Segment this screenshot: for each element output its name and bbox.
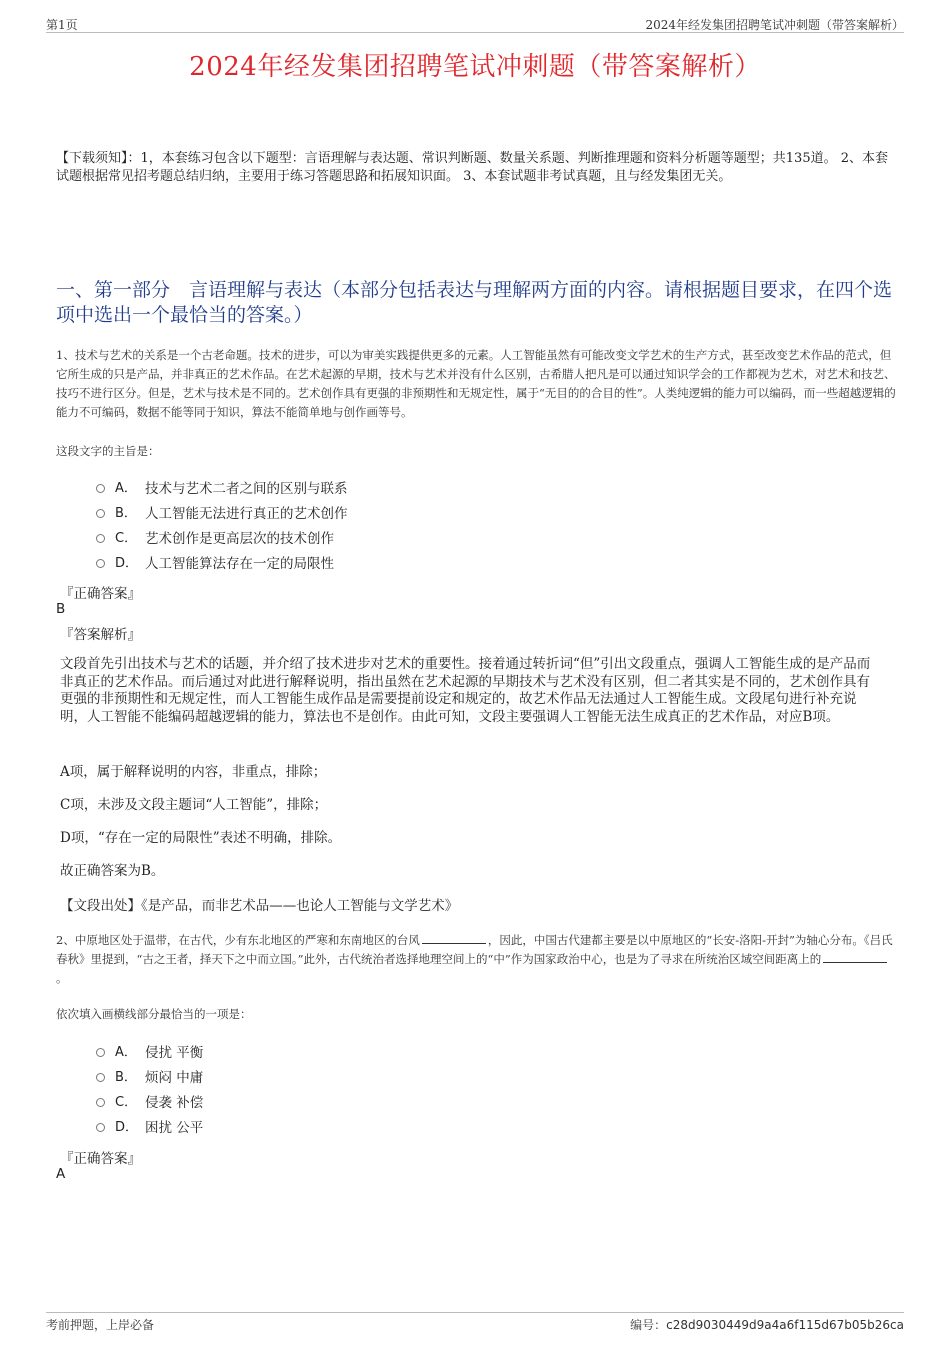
question-2-options (96, 1038, 516, 1138)
question-2-option-d[interactable]: D． 困扰 公平 (96, 1113, 516, 1138)
question-1-conclusion: 故正确答案为B。 (60, 863, 165, 879)
footer-code: 编号：c28d9030449d9a4a6f115d67b05b26ca (630, 1318, 904, 1332)
question-1-answer-label: 『正确答案』 (60, 586, 141, 602)
footer-slogan: 考前押题，上岸必备 (46, 1318, 155, 1332)
question-1-analysis: 文段首先引出技术与艺术的话题，并介绍了技术进步对艺术的重要性。接着通过转折词“但”引出文段重点，强调人工智能生成的是产品而非真正的艺术作品。而后通过对此进行解释说明，指出虽然在艺术起源的早期技术与艺术没有区别，但二者其实是不同的，艺术创作具有更强的非预期性和无规定性，而人工智能生成作品是需要提前设定和规定的，故艺术作品无法通过人工智能生成。文段尾句进行补充说明，人工智能不能编码超越逻辑的能力，算法也不是创作。由此可知，文段主要强调人工智能无法生成真正的艺术作品，对应B项。 (60, 656, 871, 725)
document-title: 2024年经发集团招聘笔试冲刺题（带答案解析） (189, 52, 761, 82)
answer-blank-1 (422, 932, 486, 944)
question-1-source: 【文段出处】《是产品，而非艺术品——也论人工智能与文学艺术》 (60, 898, 459, 914)
question-1-prompt: 这段文字的主旨是： (56, 444, 160, 458)
question-1-analysis-a: A项，属于解释说明的内容，非重点，排除； (60, 764, 327, 780)
page-header (46, 14, 904, 33)
question-1-option-a[interactable]: A． 技术与艺术二者之间的区别与联系 (96, 474, 516, 499)
header-doc-name: 2024年经发集团招聘笔试冲刺题（带答案解析） (645, 18, 904, 32)
question-1-option-d[interactable]: D． 人工智能算法存在一定的局限性 (96, 549, 516, 574)
radio-icon[interactable] (96, 1098, 105, 1107)
question-1-analysis-c: C项，未涉及文段主题词“人工智能”，排除； (60, 797, 328, 813)
page-footer (46, 1312, 904, 1335)
page-number: 第1页 (46, 18, 78, 32)
radio-icon[interactable] (96, 1048, 105, 1057)
question-1-option-c[interactable]: C． 艺术创作是更高层次的技术创作 (96, 524, 516, 549)
question-2-text: 2、中原地区处于温带，在古代，少有东北地区的严寒和东南地区的台风 ，因此，中国古代建都主要是以中原地区的“长安-洛阳-开封”为轴心分布。《吕氏春秋》里提到，“古之王者，择天下之中而立国。”此外，古代统治者选择地理空间上的“中”作为国家政治中心，也是为了寻求在所统治区域空间距离上的。 (56, 933, 893, 985)
question-2-option-b[interactable]: B． 烦闷 中庸 (96, 1063, 516, 1088)
radio-icon[interactable] (96, 1123, 105, 1132)
question-1-analysis-d: D项，“存在一定的局限性”表述不明确，排除。 (60, 830, 342, 846)
question-1-analysis-label: 『答案解析』 (60, 627, 141, 643)
question-2-answer: A (56, 1166, 66, 1182)
question-1-options (96, 474, 516, 574)
question-2-option-a[interactable]: A． 侵扰 平衡 (96, 1038, 516, 1063)
radio-icon[interactable] (96, 509, 105, 518)
question-2-prompt: 依次填入画横线部分最恰当的一项是： (56, 1007, 252, 1021)
radio-icon[interactable] (96, 559, 105, 568)
answer-blank-2 (823, 951, 887, 963)
radio-icon[interactable] (96, 484, 105, 493)
download-notice: 【下载须知】：1，本套练习包含以下题型：言语理解与表达题、常识判断题、数量关系题、判断推理题和资料分析题等题型；共135道。 2、本套试题根据常见招考题总结归纳，主要用于练习答题思路和拓展知识面。 3、本套试题非考试真题，且与经发集团无关。 (56, 151, 888, 184)
question-1-option-b[interactable]: B． 人工智能无法进行真正的艺术创作 (96, 499, 516, 524)
question-2-option-c[interactable]: C． 侵袭 补偿 (96, 1088, 516, 1113)
radio-icon[interactable] (96, 534, 105, 543)
question-1-answer: B (56, 601, 66, 617)
radio-icon[interactable] (96, 1073, 105, 1082)
question-1-text: 1、技术与艺术的关系是一个古老命题。技术的进步，可以为审美实践提供更多的元素。人工智能虽然有可能改变文学艺术的生产方式，甚至改变艺术作品的范式，但它所生成的只是产品，并非真正的艺术作品。在艺术起源的早期，技术与艺术并没有什么区别，古希腊人把凡是可以通过知识学会的工作都视为艺术，对艺术和技艺、技巧不进行区分。但是，艺术与技术是不同的。艺术创作具有更强的非预期性和无规定性，属于“无目的的合目的性”。人类纯逻辑的能力可以编码，而一些超越逻辑的能力不可编码，数据不能等同于知识，算法不能简单地与创作画等号。 (56, 348, 896, 419)
section-title: 一、第一部分 言语理解与表达（本部分包括表达与理解两方面的内容。请根据题目要求，在四个选项中选出一个最恰当的答案。） (56, 279, 893, 326)
question-2-answer-label: 『正确答案』 (60, 1151, 141, 1167)
